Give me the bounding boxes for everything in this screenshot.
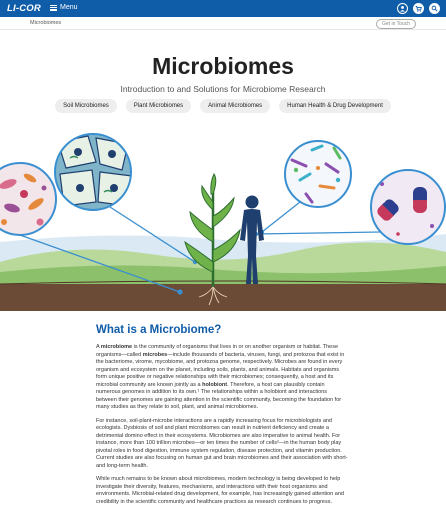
tab-animal-microbiomes[interactable]: Animal Microbiomes [200,99,270,113]
microbiome-tabs [0,99,446,113]
header-icons [397,3,440,14]
soil-microbe-circle [0,160,60,240]
plant-cell-circle [50,132,140,212]
article-heading: What is a Microbiome? [96,324,222,336]
page-subtitle: Introduction to and Solutions for Microbiome Research [120,84,326,94]
user-icon[interactable] [397,3,408,14]
tab-human-health-drug-development[interactable]: Human Health & Drug Development [279,99,391,113]
soil-ground [0,284,446,311]
drug-capsule-circle [365,167,446,247]
gut-microbe-circle [280,137,360,212]
search-icon[interactable] [429,3,440,14]
get-in-touch-button[interactable]: Get in Touch [376,19,416,29]
cart-icon[interactable] [413,3,424,14]
article-section [96,324,348,512]
menu-button[interactable] [50,4,78,11]
article-paragraph-1: A microbiome is the community of organisms that lives in or on another organism or habitat. These organisms—called microbes—include thousands of bacteria, viruses, fungi, and protozoa that exist in the bacteriome, virome, mycobiome, and protozoa genome, respectively. Microbes are found in every organism and ecosystem on the planet, including soils, plants, and animals. Habitats and organisms form unique positive or negative relationships with their microbiomes; consequently, a host and its microbial community are known jointly as a holobiont. Therefore, a host can plausibly contain numerous genomes in addition to its own.¹ The relationships within a holobiont and interactions between their genomes are gaining attention in the scientific community, becoming the foundation for many studies as they relate to soil, plant, and animal microbiomes. [96,344,345,410]
breadcrumb-bar [0,17,446,30]
page-title: Microbiomes [152,53,294,79]
top-navigation-bar [0,0,446,17]
licor-logo[interactable]: LI-COR [7,3,41,14]
tab-soil-microbiomes[interactable]: Soil Microbiomes [55,99,117,113]
tab-plant-microbiomes[interactable]: Plant Microbiomes [126,99,191,113]
hamburger-icon [50,5,57,11]
microbiome-hero-illustration [0,122,446,311]
breadcrumb[interactable]: Microbiomes [30,20,62,26]
article-paragraph-2: For instance, soil-plant-microbe interactions are a rapidly increasing focus for microbiologists and ecologists. Dysbiosis of soil and plant microbiomes can result in nutrient deficiency and create a detrimental domino effect in their ecosystems. Microbiomes are also imperative to animal health. For instance, more than 100 trillion microbes—or ten times the number of cells²—in the human body play pivotal roles in food digestion, immune system regulation, disease protection, and vitamin production. Current studies are also focusing on human gut and brain microbiomes and their association with short- and long-term health. [96,417,348,469]
menu-label: Menu [60,4,78,11]
article-paragraph-3: While much remains to be known about microbiomes, modern technology is being developed to help investigate their diversity, features, mechanisms, and interactions with their host organisms and environments. Microbial-related drug development, for example, has increasingly gained attention and credibility in the scientific community and healthcare practices as research continues to progress. [96,476,344,505]
